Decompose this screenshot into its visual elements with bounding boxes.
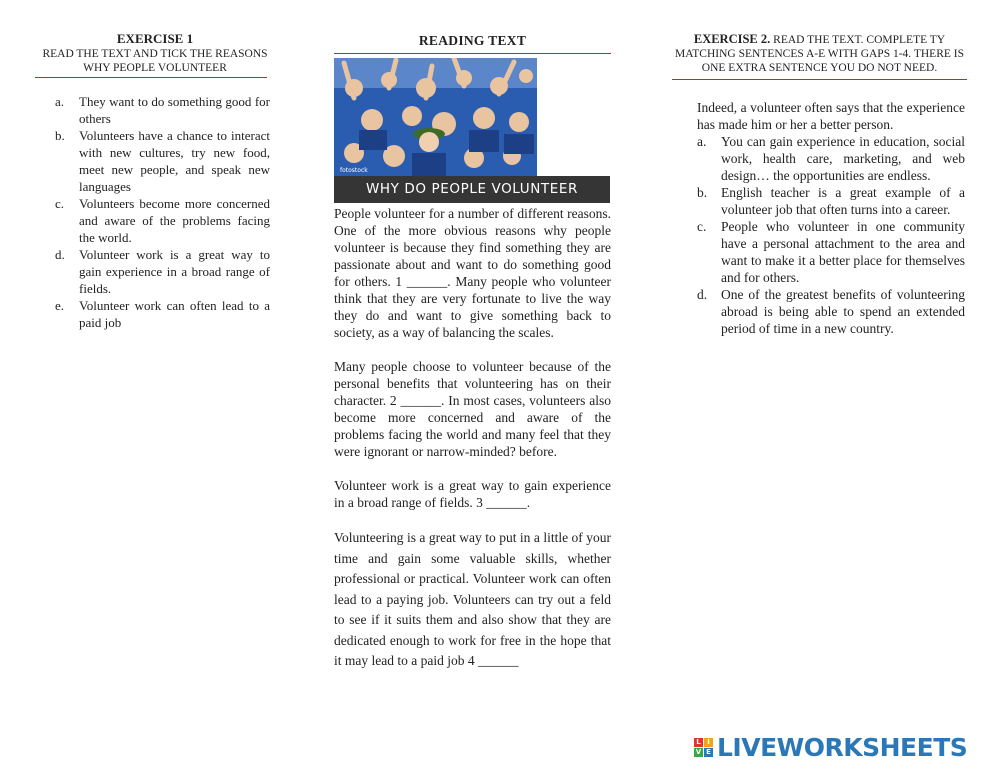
- option-letter: a.: [55, 94, 65, 109]
- exercise2-option[interactable]: [672, 218, 965, 286]
- option-letter: c.: [55, 196, 65, 211]
- exercise2-column: [672, 0, 967, 337]
- exercise1-title: EXERCISE 1: [116, 31, 194, 46]
- exercise2-option[interactable]: [672, 286, 965, 337]
- reading-title: READING TEXT: [418, 33, 527, 48]
- badge-letter: L: [694, 738, 703, 747]
- reading-column: [334, 0, 611, 689]
- exercise1-column: [35, 0, 275, 331]
- exercise1-options: [35, 93, 270, 331]
- option-letter: e.: [55, 298, 65, 313]
- exercise2-options: [672, 133, 965, 337]
- exercise2-option[interactable]: [672, 133, 965, 184]
- option-text: English teacher is a great example of a volunteer job that often turns into a career.: [721, 185, 965, 217]
- option-letter: a.: [697, 134, 707, 149]
- option-text: You can gain experience in education, social work, health care, marketing, and web design… the opportunities are endless.: [721, 134, 965, 183]
- reading-banner: WHY DO PEOPLE VOLUNTEER: [334, 176, 610, 203]
- option-text: Volunteers become more concerned and aware of the problems facing the world.: [79, 196, 270, 245]
- badge-letter: V: [695, 748, 702, 756]
- option-text: People who volunteer in one community have a personal attachment to the area and want to make it a better place for themselves and for others.: [721, 219, 965, 285]
- live-badge-icon: [694, 738, 713, 757]
- exercise2-intro: Indeed, a volunteer often says that the experience has made him or her a better person.: [697, 100, 965, 132]
- option-text: One of the greatest benefits of volunteering abroad is being able to spend an extended period of time in a new country.: [721, 287, 965, 336]
- reading-paragraph: Volunteer work is a great way to gain experience in a broad range of fields. 3 ______.: [334, 478, 611, 510]
- exercise1-option[interactable]: [35, 127, 270, 195]
- reading-paragraph: Many people choose to volunteer because of the personal benefits that volunteering has on their character. 2 ______. In most cases, volunteers also become more concerned and aware of the problems facing the world and many feel that they were ignorant or narrow-minded? before.: [334, 359, 611, 459]
- option-letter: b.: [55, 128, 65, 143]
- exercise1-option[interactable]: [35, 297, 270, 331]
- option-letter: d.: [55, 247, 65, 262]
- option-text: Volunteer work can often lead to a paid job: [79, 298, 270, 330]
- volunteers-photo-illustration: [334, 58, 537, 176]
- option-letter: b.: [697, 185, 708, 200]
- exercise2-title: [672, 32, 967, 75]
- option-text: They want to do something good for others: [79, 94, 270, 126]
- reading-paragraph: People volunteer for a number of different reasons. One of the more obvious reasons why people volunteer is because they find something they are passionate about and want to do something good for others. 1 ______. Many people who volunteer think that they are very fortunate to live the way they do and want to give something back to society, as a way of balancing the scales.: [334, 206, 611, 340]
- svg-text:fotostock: fotostock: [340, 167, 368, 174]
- exercise2-divider: [672, 79, 967, 80]
- volunteers-photo: [334, 58, 537, 176]
- exercise2-instructions: READ THE TEXT. COMPLETE TY MATCHING SENTENCES A-E WITH GAPS 1-4. THERE IS ONE EXTRA SENTENCE YOU DO NOT NEED.: [675, 34, 964, 74]
- option-letter: d.: [697, 287, 708, 302]
- option-letter: c.: [697, 219, 707, 234]
- option-text: Volunteers have a chance to interact with new cultures, try new food, meet new people, and speak new languages: [79, 128, 270, 194]
- exercise1-instructions: READ THE TEXT AND TICK THE REASONS WHY PEOPLE VOLUNTEER: [42, 48, 268, 74]
- reading-divider: [334, 53, 611, 54]
- badge-letter: I: [704, 738, 713, 747]
- reading-paragraph: Volunteering is a great way to put in a little of your time and gain some valuable skills, whether professional or practical. Volunteer work can often lead to a paying job. Volunteers can try out a feld to see if it suits them and also show that they are dedicated enough to work for free in the hope that it may lead to a paid job 4 ______: [334, 530, 611, 668]
- option-text: Volunteer work is a great way to gain experience in a broad range of fields.: [79, 247, 270, 296]
- exercise2-title-bold: EXERCISE 2.: [693, 32, 771, 46]
- exercise1-option[interactable]: [35, 93, 270, 127]
- exercise1-divider: [35, 77, 267, 78]
- logo-text: LIVEWORKSHEETS: [717, 733, 968, 762]
- reading-body: [334, 205, 611, 672]
- liveworksheets-logo[interactable]: [694, 733, 967, 762]
- exercise1-option[interactable]: [35, 246, 270, 297]
- exercise2-option[interactable]: [672, 184, 965, 218]
- badge-letter: E: [704, 748, 713, 757]
- exercise1-option[interactable]: [35, 195, 270, 246]
